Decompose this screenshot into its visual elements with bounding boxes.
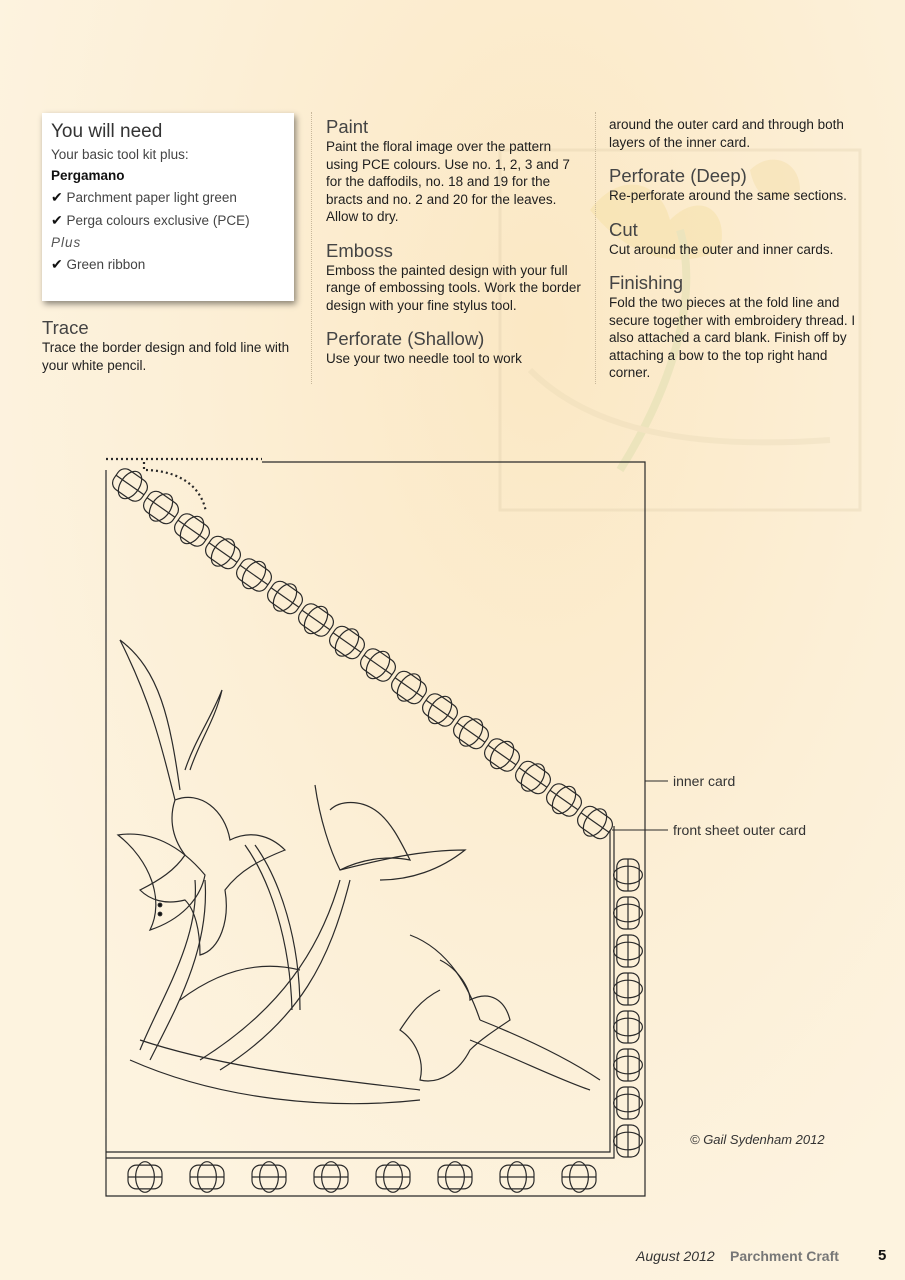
section-cut [609, 219, 871, 259]
materials-item: ✔ Parchment paper light green [51, 189, 237, 205]
section-body: Emboss the painted design with your full range of embossing tools. Work the border design with your fine stylus tool. [326, 262, 581, 313]
materials-brand: Pergamano [51, 168, 125, 183]
section-heading: Cut [609, 218, 638, 240]
section-trace [42, 317, 290, 374]
materials-plus-label: Plus [51, 235, 82, 250]
materials-intro: Your basic tool kit plus: [51, 147, 189, 162]
column-2 [326, 116, 584, 368]
section-emboss [326, 240, 584, 315]
section-body-continued: around the outer card and through both layers of the inner card. [609, 117, 844, 150]
column-divider [595, 112, 596, 384]
section-heading: Emboss [326, 239, 393, 261]
section-finishing [609, 272, 871, 382]
section-body: Use your two needle tool to work [326, 351, 522, 366]
section-body: Fold the two pieces at the fold line and secure together with embroidery thread. I also attached a card blank. Finish off by attaching a bow to the top right hand corner. [609, 295, 856, 380]
materials-title: You will need [51, 121, 163, 142]
section-heading: Trace [42, 317, 89, 338]
section-body: Paint the floral image over the pattern using PCE colours. Use no. 1, 2, 3 and 7 for the daffodils, no. 18 and 19 for the bracts and no. 2 and 20 for the leaves. Allow to dry. [326, 139, 570, 224]
section-paint [326, 116, 584, 226]
section-heading: Perforate (Shallow) [326, 328, 485, 349]
page-number: 5 [878, 1247, 887, 1264]
materials-item: ✔ Green ribbon [51, 256, 146, 272]
column-3 [609, 116, 871, 382]
materials-box [42, 113, 294, 301]
section-heading: Finishing [609, 272, 684, 293]
check-icon: ✔ [51, 189, 63, 205]
outer-card-label: front sheet outer card [673, 822, 807, 838]
materials-item: ✔ Perga colours exclusive (PCE) [51, 212, 250, 228]
footer-date: August 2012 [636, 1248, 715, 1264]
column-divider [311, 112, 312, 384]
section-heading: Paint [326, 116, 369, 137]
section-body: Re-perforate around the same sections. [609, 188, 847, 203]
inner-card-label: inner card [673, 773, 736, 789]
section-body: Cut around the outer and inner cards. [609, 241, 834, 257]
section-perforate-shallow [326, 328, 584, 368]
copyright: © Gail Sydenham 2012 [690, 1132, 825, 1147]
check-icon: ✔ [51, 212, 63, 228]
section-body: Trace the border design and fold line with your white pencil. [42, 340, 290, 373]
section-perforate-deep [609, 165, 871, 205]
section-heading: Perforate (Deep) [609, 165, 747, 186]
check-icon: ✔ [51, 256, 63, 272]
footer-magazine: Parchment Craft [730, 1248, 839, 1264]
